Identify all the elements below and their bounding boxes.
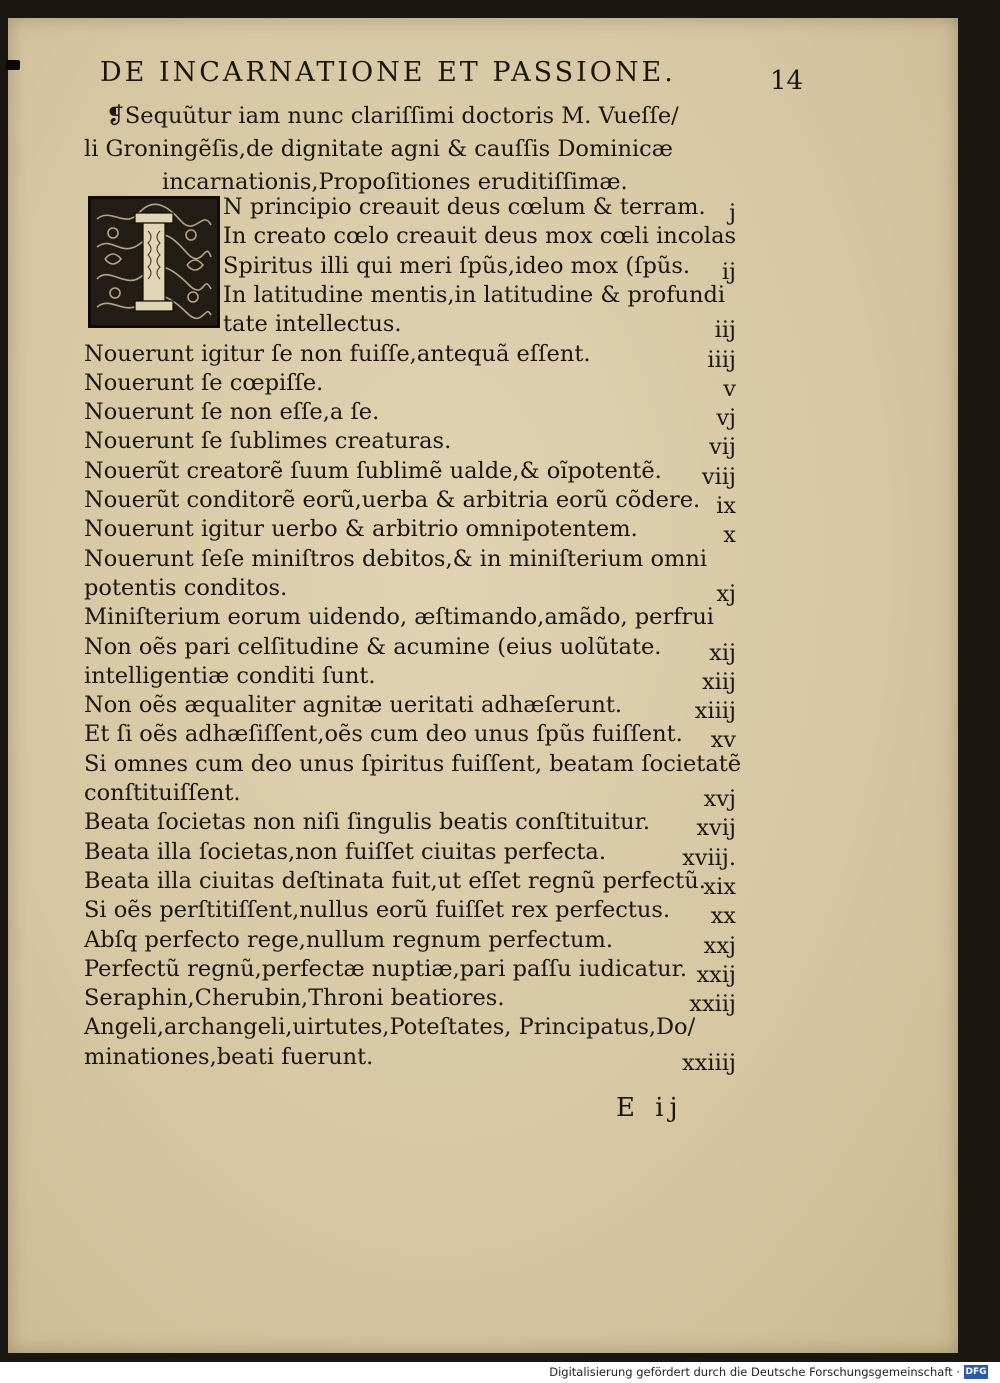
page-edge-marker bbox=[6, 60, 20, 70]
proposition-text: Seraphin,Cherubin,Throni beatiores. bbox=[84, 985, 505, 1012]
proposition-text: Et ſi oẽs adhæſiſſent,oẽs cum deo unus ſpũs fuiſſent. bbox=[84, 721, 683, 748]
proposition-text: In latitudine mentis,in latitudine & profundi bbox=[223, 281, 726, 308]
proposition-text: Si omnes cum deo unus ſpiritus fuiſſent, beatam ſocietatẽ bbox=[84, 750, 742, 777]
proposition-text: Nouerunt ſeſe miniſtros debitos,& in miniſterium omni bbox=[84, 545, 708, 572]
proposition-number: ix bbox=[716, 493, 736, 519]
proposition-number: vj bbox=[716, 405, 736, 432]
proposition-number: xxiij bbox=[689, 991, 736, 1018]
proposition-text: Beata illa ciuitas deſtinata fuit,ut eſſet regnũ perfectũ. bbox=[84, 867, 706, 894]
proposition-number: xij bbox=[709, 639, 736, 666]
proposition-number: xiiij bbox=[694, 698, 736, 725]
proposition-text: Nouerunt ſe non eſſe,a ſe. bbox=[84, 399, 380, 426]
proposition-text: Nouerunt igitur uerbo & arbitrio omnipotentem. bbox=[84, 516, 638, 543]
proposition-text: Nouerunt ſe cœpiſſe. bbox=[84, 369, 324, 396]
digitization-footer bbox=[0, 1362, 1000, 1383]
proposition-text: Non oẽs pari celſitudine & acumine (eius uolũtate. bbox=[84, 633, 662, 660]
folio-number: 14 bbox=[770, 66, 804, 96]
signature-mark: E ij bbox=[616, 1093, 684, 1123]
proposition-text: intelligentiæ conditi ſunt. bbox=[84, 662, 376, 689]
proposition-text: Nouerunt igitur ſe non fuiſſe,antequã eſſent. bbox=[84, 340, 591, 367]
heading-line: li Groningẽſis,de dignitate agni & cauſſis Dominicæ bbox=[84, 136, 673, 162]
proposition-number: xiij bbox=[701, 668, 736, 695]
heading-line: ❡Sequũtur iam nunc clariſſimi doctoris M. Vueſſe/ bbox=[106, 103, 679, 129]
proposition-number: x bbox=[723, 522, 736, 549]
proposition-number: xxj bbox=[703, 932, 736, 959]
proposition-text: Non oẽs æqualiter agnitæ ueritati adhæſerunt. bbox=[84, 692, 623, 719]
proposition-number: j bbox=[729, 200, 736, 226]
proposition-number: v bbox=[723, 375, 736, 402]
proposition-number: xxiiij bbox=[682, 1049, 736, 1076]
proposition-number: iiij bbox=[707, 346, 736, 373]
decorated-initial-letter bbox=[88, 196, 220, 328]
footer-credit: Digitalisierung gefördert durch die Deutsche Forschungsgemeinschaft · bbox=[549, 1365, 960, 1379]
proposition-number: viij bbox=[701, 463, 736, 490]
proposition-text: Nouerũt creatorẽ ſuum ſublimẽ ualde,& oĩpotentẽ. bbox=[84, 457, 662, 484]
proposition-number: xj bbox=[716, 580, 736, 607]
proposition-number: xx bbox=[710, 903, 736, 930]
proposition-text: Angeli,archangeli,uirtutes,Poteſtates, Principatus,Do/ bbox=[84, 1014, 696, 1041]
proposition-number: ij bbox=[721, 258, 736, 285]
proposition-text: Beata illa ſocietas,non fuiſſet ciuitas perfecta. bbox=[84, 838, 606, 865]
proposition-text: conſtituiſſent. bbox=[84, 780, 241, 806]
proposition-text: Nouerũt conditorẽ eorũ,uerba & arbitria eorũ cõdere. bbox=[84, 487, 701, 513]
heading-line: incarnationis,Propoſitiones eruditiſſimæ. bbox=[162, 169, 628, 195]
proposition-number: xix bbox=[703, 873, 736, 900]
proposition-text: In creato cœlo creauit deus mox cœli incolas bbox=[223, 223, 737, 250]
proposition-number: vij bbox=[709, 434, 736, 461]
proposition-text: Miniſterium eorum uidendo, æſtimando,amãdo, perfrui bbox=[84, 604, 714, 631]
running-head: DE INCARNATIONE ET PASSIONE. bbox=[100, 57, 676, 88]
proposition-text: Abſq perfecto rege,nullum regnum perfectum. bbox=[84, 926, 613, 953]
proposition-number: xviij. bbox=[682, 844, 736, 871]
proposition-text: Nouerunt ſe ſublimes creaturas. bbox=[84, 428, 452, 455]
proposition-number: xvj bbox=[703, 786, 736, 812]
proposition-text: tate intellectus. bbox=[223, 311, 402, 338]
proposition-text: N principio creauit deus cœlum & terram. bbox=[223, 194, 706, 220]
proposition-text: minationes,beati fuerunt. bbox=[84, 1043, 374, 1070]
section-heading bbox=[84, 100, 734, 199]
proposition-text: Spiritus illi qui meri ſpũs,ideo mox (ſpũs. bbox=[223, 252, 691, 279]
proposition-text: potentis conditos. bbox=[84, 574, 288, 601]
proposition-number: iij bbox=[714, 317, 736, 344]
proposition-number: xxij bbox=[696, 961, 736, 988]
proposition-text: Si oẽs perſtitiſſent,nullus eorũ fuiſſet rex perfectus. bbox=[84, 897, 671, 924]
dfg-logo: DFG bbox=[965, 1367, 987, 1377]
proposition-text: Perfectũ regnũ,perfectæ nuptiæ,pari paſſu iudicatur. bbox=[84, 955, 688, 982]
proposition-number: xvij bbox=[696, 815, 736, 842]
proposition-number: xv bbox=[710, 727, 736, 754]
proposition-text: Beata ſocietas non niſi ſingulis beatis conſtituitur. bbox=[84, 809, 651, 836]
